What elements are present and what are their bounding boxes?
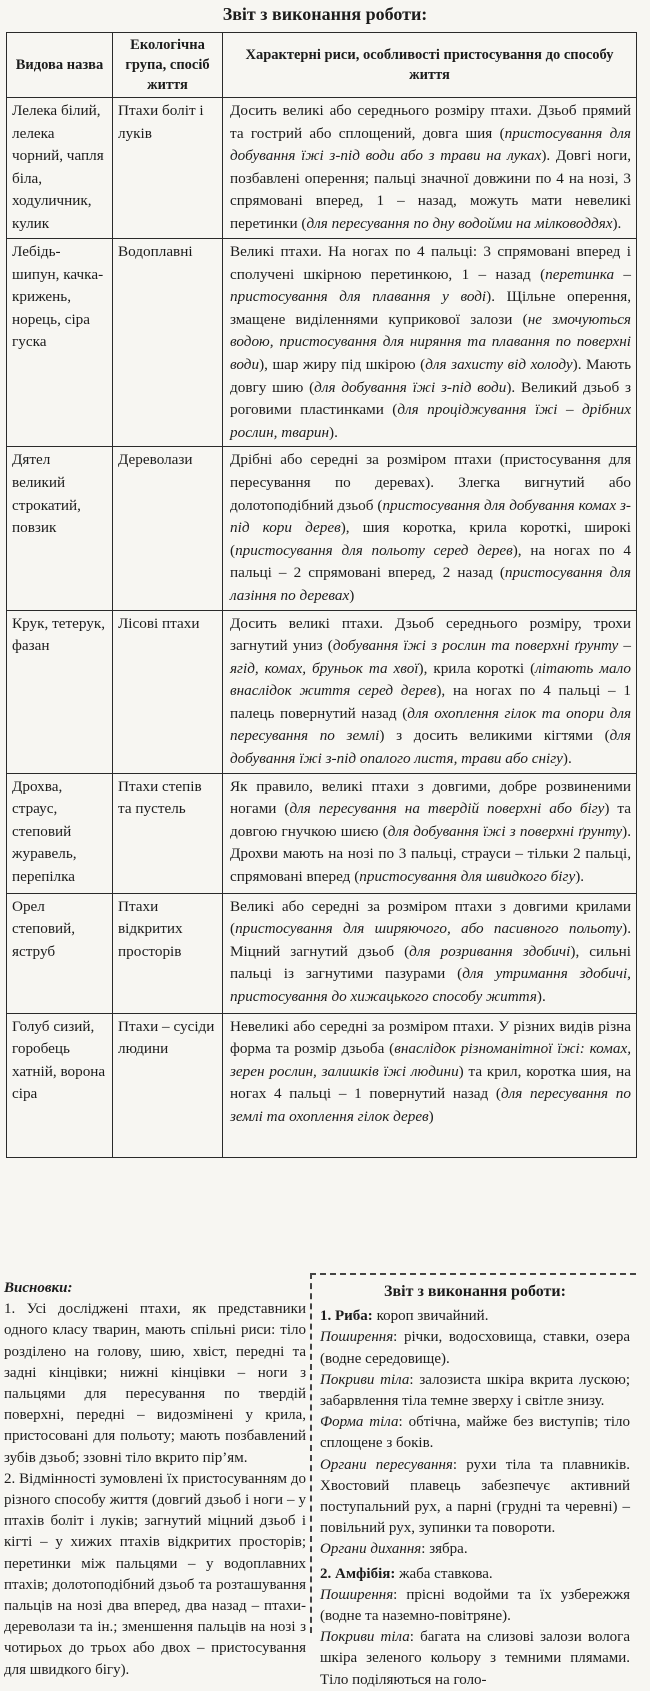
amphibian-cover: Покриви тіла: багата на слизові залози волога шкіра зеленого кольору з темними плямами. Тіло поділяються на голо- bbox=[320, 1629, 630, 1688]
species-name: Орел степовий, яструб bbox=[7, 893, 113, 1013]
table-row bbox=[7, 610, 637, 773]
eco-group: Птахи – сусіди людини bbox=[113, 1013, 223, 1157]
conclusion-paragraph: 2. Відмінності зумовлені їх пристосуванням до різного способу життя (довгий дзьоб і ноги – у птахів боліт і луків; загнутий міцний дзьоб і кігті – у хижих птахів відкритих просторів; перетинки між пальцями – у водоплавних птахів; долотоподібний дзьоб та розташування пальців на нозі два вперед, два назад – птахи-дереволази та ін.; зменшення пальців на нозі з чотирьох до трьох або двох – пристосування для швидкого бігу). bbox=[4, 1470, 306, 1678]
fish-shape: Форма тіла: обтічна, майже без виступів; тіло сплощене з боків. bbox=[320, 1414, 630, 1452]
eco-group: Птахи відкритих просторів bbox=[113, 893, 223, 1013]
amphibian-heading: 2. Амфібія: жаба ставкова. bbox=[320, 1565, 493, 1582]
table-row bbox=[7, 773, 637, 893]
fish-heading: 1. Риба: короп звичайний. bbox=[320, 1308, 489, 1325]
header-group: Екологічна група, спосіб життя bbox=[113, 33, 223, 98]
birds-table bbox=[6, 32, 637, 1158]
species-name: Дрохва, страус, степовий журавель, перепілка bbox=[7, 773, 113, 893]
table-header-row bbox=[7, 33, 637, 98]
fish-spread: Поширення: річки, водосховища, ставки, озера (водне середовище). bbox=[320, 1329, 630, 1367]
page-title: Звіт з виконання роботи: bbox=[222, 4, 428, 24]
eco-group: Птахи степів та пустель bbox=[113, 773, 223, 893]
conclusions-title: Висновки: bbox=[4, 1280, 73, 1296]
features-text: Як правило, великі птахи з довгими, добре розвиненими ногами (для пересування на твердій поверхні або бігу) та довгою гнучкою шиєю (для добування їжі з поверхні ґрунту). Дрохви мають на нозі по 3 пальці, страуси – тільки 2 пальці, спрямовані вперед (пристосування для швидкого бігу). bbox=[223, 773, 637, 893]
species-name: Дятел великий строкатий, повзик bbox=[7, 447, 113, 610]
features-text: Досить великі або середнього розміру птахи. Дзьоб прямий та гострий або сплощений, довга шия (пристосування для добування їжі з-під води або з трави на луках). Довгі ноги, позбавлені оперення; пальці значної довжини по 4 на нозі, 3 спрямовані вперед, 1 – назад, можуть мати невеликі перетинки (для пересування по дну водойми на мілководдях). bbox=[223, 98, 637, 239]
fish-breathing: Органи дихання: зябра. bbox=[320, 1541, 468, 1558]
amphibian-spread: Поширення: прісні водойми та їх узбережжя (водне та наземно-повітряне). bbox=[320, 1586, 630, 1625]
features-text: Невеликі або середні за розміром птахи. У різних видів різна форма та розмір дзьоба (внаслідок різноманітної їжі: комах, зерен рослин, залишків їжі людини) та крил, коротка шия, на ногах 4 пальці – 1 повернутий назад (для пересування по землі та охоплення гілок дерев) bbox=[223, 1013, 637, 1157]
fish-cover: Покриви тіла: залозиста шкіра вкрита лускою; забарвлення тіла темне зверху і світле знизу. bbox=[320, 1371, 630, 1410]
species-name: Лебідь-шипун, качка-крижень, норець, сіра гуска bbox=[7, 239, 113, 447]
eco-group: Дереволази bbox=[113, 447, 223, 610]
eco-group: Водоплавні bbox=[113, 239, 223, 447]
fish-movement: Органи пересування: рухи тіла та плавників. Хвостовий плавець забезпечує активний поступальний рух, а парні (грудні та черевні) – повільний рух, зупинки та повороти. bbox=[320, 1456, 630, 1537]
features-text: Досить великі птахи. Дзьоб середнього розміру, трохи загнутий униз (добування їжі з рослин та поверхні ґрунту – ягід, комах, бруньок та хвої), крила короткі (літають мало внаслідок життя серед дерев), на ногах по 4 пальці – 1 палець повернутий назад (для охоплення гілок та опори для пересування по землі) з досить великими кігтями (для добування їжі з-під опалого листя, трави або снігу). bbox=[223, 610, 637, 773]
eco-group: Птахи боліт і луків bbox=[113, 98, 223, 239]
table-row bbox=[7, 893, 637, 1013]
features-text: Дрібні або середні за розміром птахи (пристосування для пересування по деревах). Злегка вигнутий або долотоподібний дзьоб (пристосування для добування комах з-під кори дерев), шия коротка, крила короткі, широкі (пристосування для польоту серед дерев), на ногах по 4 пальці – 2 спрямовані вперед, 2 назад (пристосування для лазіння по деревах) bbox=[223, 447, 637, 610]
second-report-block bbox=[310, 1273, 636, 1688]
features-text: Великі птахи. На ногах по 4 пальці: 3 спрямовані вперед і сполучені шкірною перетинкою, 1 – назад (перетинка – пристосування для плавання у воді). Щільне оперення, змащене виділеннями куприкової залози (не змочуються водою, пристосування для ниряння та плавання по поверхні води), шар жиру під шкірою (для захисту від холоду). Мають довгу шию (для добування їжі з-під води). Великий дзьоб з роговими пластинками (для проціджування їжі – дрібних рослин, тварин). bbox=[223, 239, 637, 447]
second-report-title: Звіт з виконання роботи: bbox=[384, 1283, 566, 1300]
species-name: Голуб сизий, горобець хатній, ворона сіра bbox=[7, 1013, 113, 1157]
table-row bbox=[7, 1013, 637, 1157]
table-row bbox=[7, 239, 637, 447]
eco-group: Лісові птахи bbox=[113, 610, 223, 773]
species-name: Крук, тетерук, фазан bbox=[7, 610, 113, 773]
table-row bbox=[7, 447, 637, 610]
conclusion-paragraph: 1. Усі досліджені птахи, як представники одного класу тварин, мають спільні риси: тіло розділено на голову, шию, хвіст, передні та задні кінцівки; нижні кінцівки – ноги з пальцями для пересування по твердій поверхні, передні – видозмінені у крила, пристосовані для польоту; мають позбавлений зубів дзьоб; ззовні тіло вкрито пір’ям. bbox=[4, 1301, 306, 1466]
features-text: Великі або середні за розміром птахи з довгими крилами (пристосування для ширяючого, або пасивного польоту). Міцний загнутий дзьоб (для розривання здобичі), сильні пальці із загнутими пазурами (для утримання здобичі, пристосування до хижацького способу життя). bbox=[223, 893, 637, 1013]
species-name: Лелека білий, лелека чорний, чапля біла, ходуличник, кулик bbox=[7, 98, 113, 239]
table-row bbox=[7, 98, 637, 239]
conclusions-block bbox=[4, 1278, 306, 1681]
header-features: Характерні риси, особливості пристосування до способу життя bbox=[223, 33, 637, 98]
header-species: Видова назва bbox=[7, 33, 113, 98]
